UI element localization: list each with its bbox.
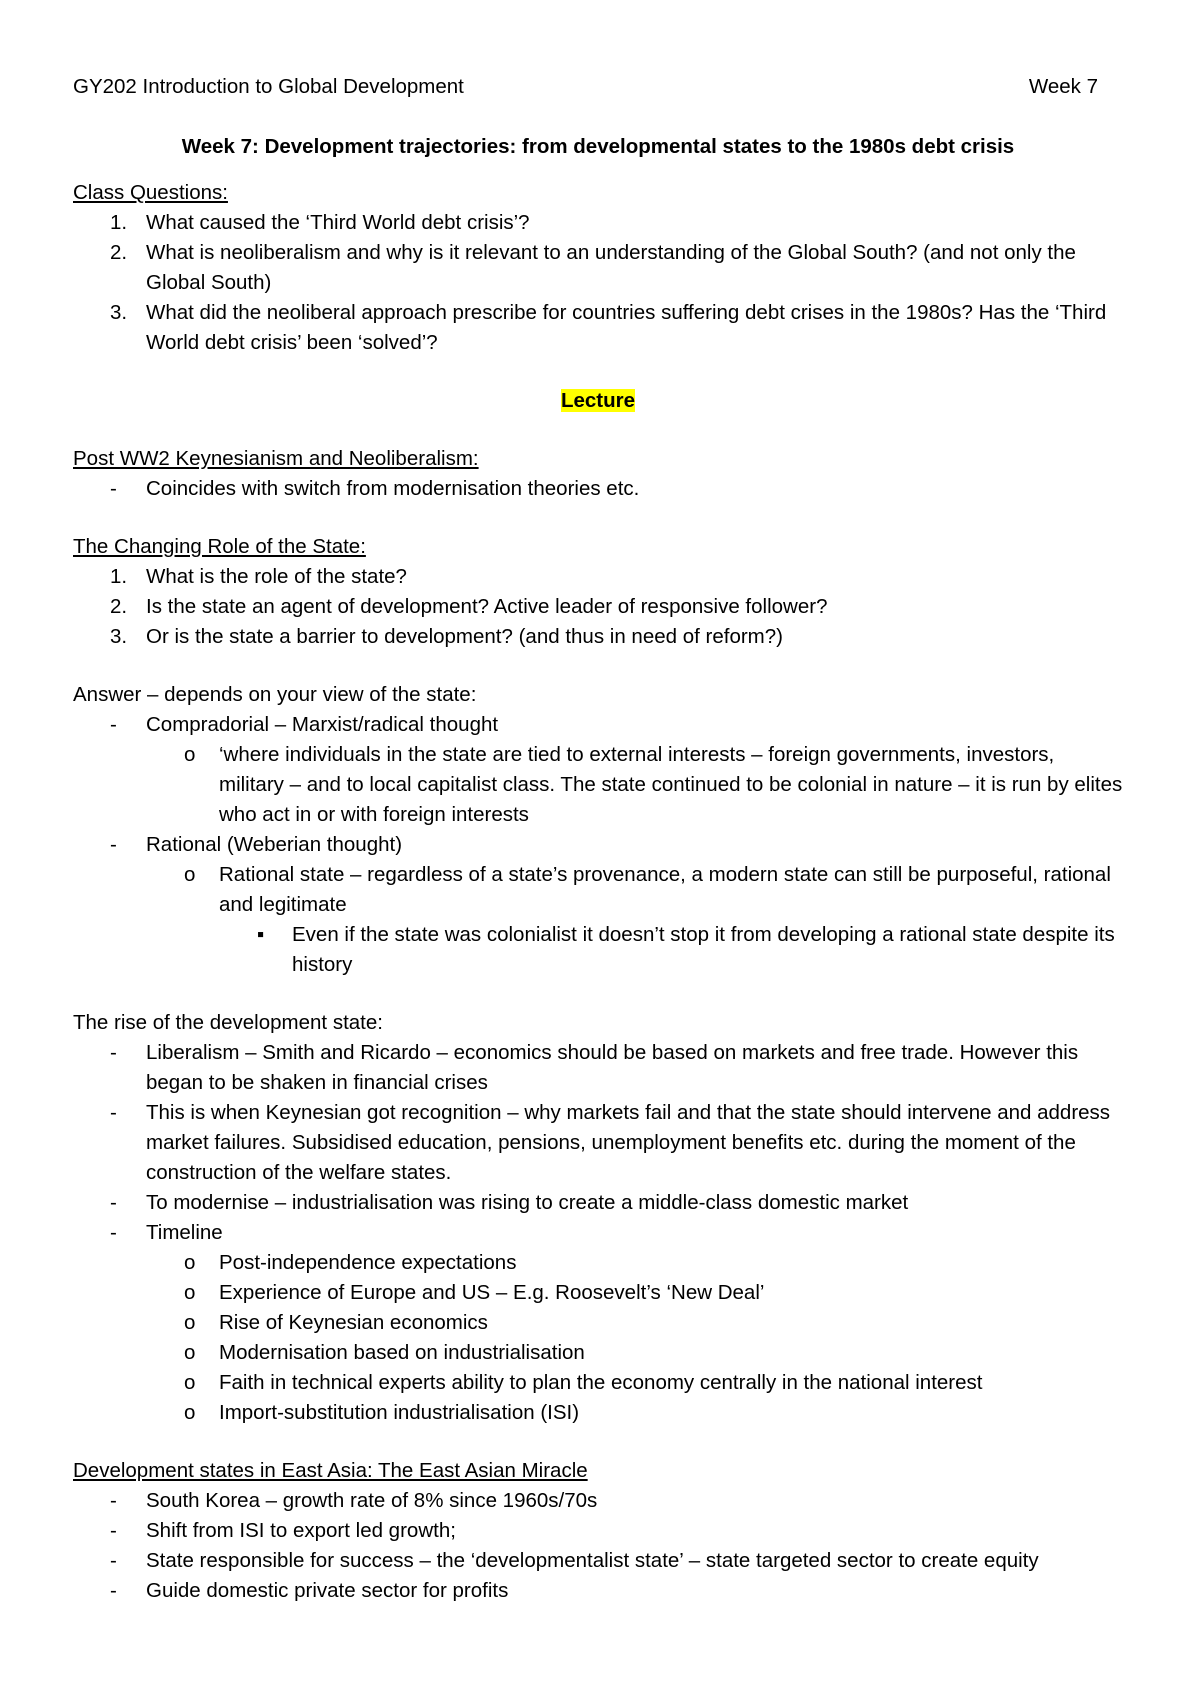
- list-item: - State responsible for success – the ‘developmentalist state’ – state targeted sector to create equity: [110, 1549, 1039, 1572]
- list-item: 2. What is neoliberalism and why is it relevant to an understanding of the Global South? (and not only the Global South): [110, 241, 1076, 294]
- list-item: ▪ Even if the state was colonialist it doesn’t stop it from developing a rational state despite its history: [257, 923, 1115, 976]
- list-item: o ‘where individuals in the state are tied to external interests – foreign governments, investors, military – and to local capitalist class. The state continued to be colonial in nature – it is run by elites who act in or with foreign interests: [184, 743, 1123, 826]
- list-item: o Rise of Keynesian economics: [184, 1311, 488, 1334]
- list-item: 3. Or is the state a barrier to development? (and thus in need of reform?): [110, 625, 783, 648]
- list-item: - Coincides with switch from modernisation theories etc.: [110, 477, 640, 500]
- class-questions-heading: Class Questions:: [73, 181, 228, 204]
- list-item: - Guide domestic private sector for profits: [110, 1579, 509, 1602]
- section-heading: Answer – depends on your view of the state:: [73, 683, 477, 706]
- list-item: o Import-substitution industrialisation (ISI): [184, 1401, 580, 1424]
- list-item: - Liberalism – Smith and Ricardo – economics should be based on markets and free trade. However this began to be shaken in financial crises: [110, 1041, 1079, 1094]
- document-title: Week 7: Development trajectories: from developmental states to the 1980s debt crisis: [181, 135, 1015, 158]
- week-header: Week 7: [1028, 75, 1098, 98]
- section-heading: Development states in East Asia: The East Asian Miracle: [73, 1459, 588, 1482]
- list-item: 1. What is the role of the state?: [110, 565, 407, 588]
- section-heading: The Changing Role of the State:: [73, 535, 366, 558]
- lecture-heading: Lecture: [560, 389, 636, 412]
- section-heading: Post WW2 Keynesianism and Neoliberalism:: [73, 447, 479, 470]
- section-heading: The rise of the development state:: [73, 1011, 383, 1034]
- list-item: 3. What did the neoliberal approach prescribe for countries suffering debt crises in the 1980s? Has the ‘Third World debt crisis’ been ‘solved’?: [110, 301, 1107, 354]
- list-item: - Timeline: [110, 1221, 223, 1244]
- course-header: GY202 Introduction to Global Development: [73, 75, 464, 98]
- list-item: - South Korea – growth rate of 8% since 1960s/70s: [110, 1489, 598, 1512]
- list-item: 1. What caused the ‘Third World debt crisis’?: [110, 211, 530, 234]
- list-item: - Rational (Weberian thought): [110, 833, 403, 856]
- list-item: - This is when Keynesian got recognition – why markets fail and that the state should intervene and address market failures. Subsidised education, pensions, unemployment benefits etc. during the moment of the construction of the welfare states.: [110, 1101, 1111, 1184]
- list-item: o Rational state – regardless of a state’s provenance, a modern state can still be purposeful, rational and legitimate: [184, 863, 1111, 916]
- list-item: - Shift from ISI to export led growth;: [110, 1519, 456, 1542]
- list-item: o Post-independence expectations: [184, 1251, 517, 1274]
- document-body: [73, 132, 1123, 1606]
- list-item: o Modernisation based on industrialisation: [184, 1341, 585, 1364]
- list-item: o Faith in technical experts ability to plan the economy centrally in the national interest: [184, 1371, 983, 1394]
- list-item: o Experience of Europe and US – E.g. Roosevelt’s ‘New Deal’: [184, 1281, 765, 1304]
- list-item: - Compradorial – Marxist/radical thought: [110, 713, 499, 736]
- list-item: - To modernise – industrialisation was rising to create a middle-class domestic market: [110, 1191, 909, 1214]
- list-item: 2. Is the state an agent of development? Active leader of responsive follower?: [110, 595, 828, 618]
